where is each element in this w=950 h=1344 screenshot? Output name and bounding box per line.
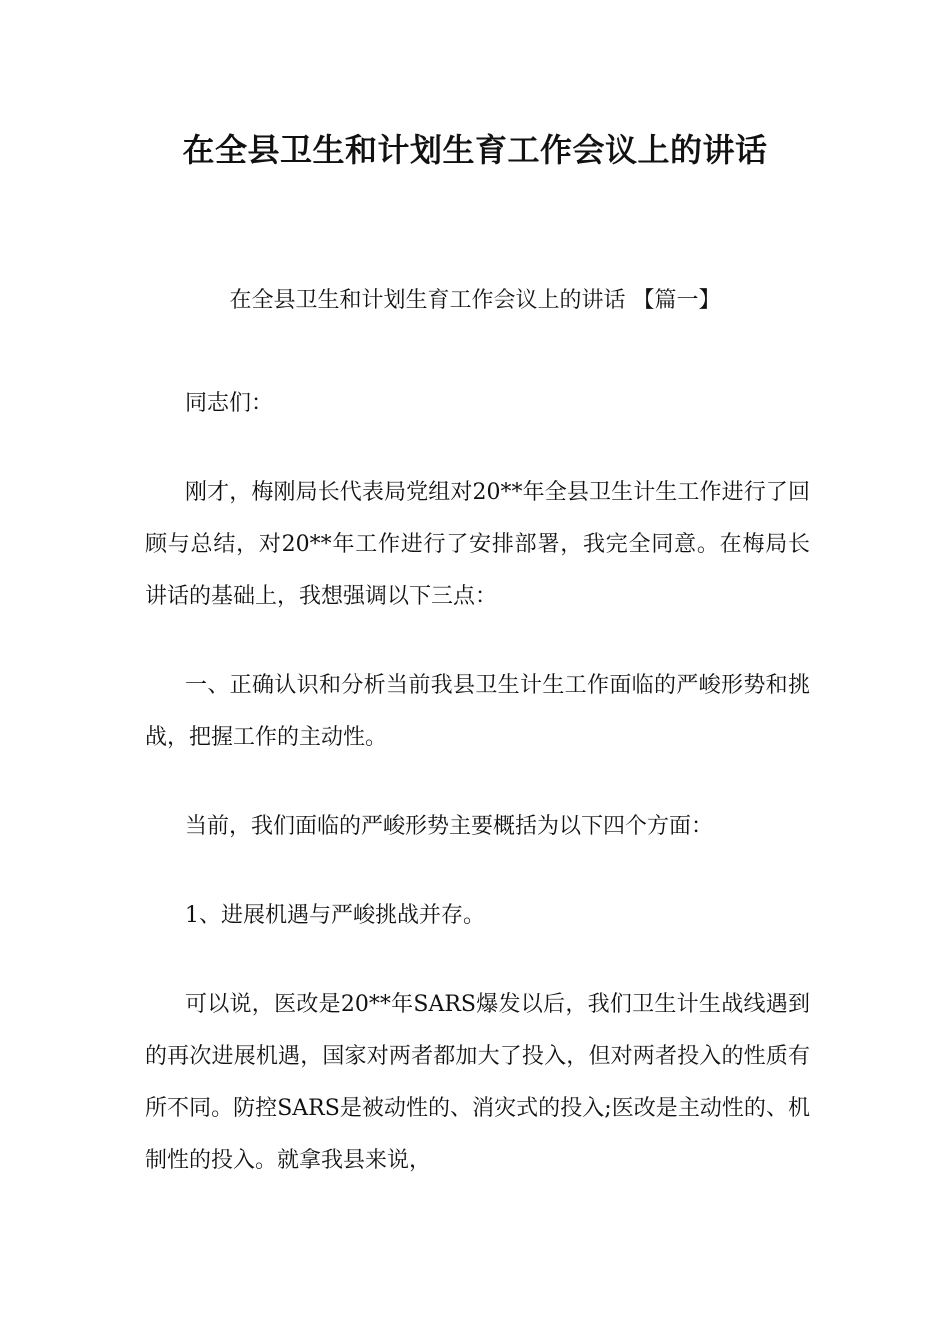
document-title: 在全县卫生和计划生育工作会议上的讲话: [182, 131, 768, 169]
paragraph: 当前，我们面临的严峻形势主要概括为以下四个方面：: [185, 814, 714, 839]
document-subtitle: 在全县卫生和计划生育工作会议上的讲话 【篇一】: [229, 288, 721, 313]
document-body: [145, 378, 810, 1224]
paragraph: 可以说，医改是20**年SARS爆发以后，我们卫生计生战线遇到的再次进展机遇，国家对两者都加大了投入，但对两者投入的性质有所不同。防控SARS是被动性的、消灾式的投入;医改是主动性的、机制性的投入。就拿我县来说，: [145, 992, 810, 1173]
paragraph-heading-1: 一、正确认识和分析当前我县卫生计生工作面临的严峻形势和挑战，把握工作的主动性。: [145, 673, 810, 750]
paragraph-salutation: 同志们：: [185, 391, 274, 416]
paragraph: 刚才，梅刚局长代表局党组对20**年全县卫生计生工作进行了回顾与总结，对20**年工作进行了安排部署，我完全同意。在梅局长讲话的基础上，我想强调以下三点：: [145, 480, 810, 609]
paragraph-subheading-1: 1、进展机遇与严峻挑战并存。: [185, 903, 485, 928]
